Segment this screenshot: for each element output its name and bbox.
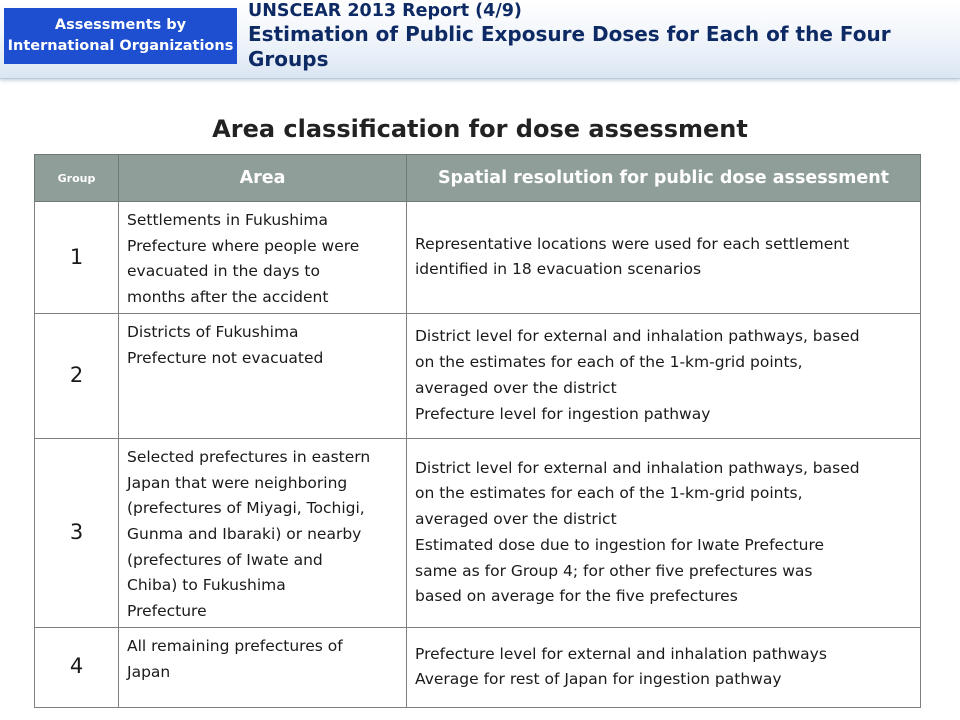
area-line: Gunma and Ibaraki) or nearby [127,524,362,543]
resolution-line: Prefecture level for external and inhalation pathways [415,644,827,663]
header-resolution: Spatial resolution for public dose assessment [407,155,921,202]
area-line: months after the accident [127,288,329,307]
group-cell: 1 [35,202,119,314]
area-line: All remaining prefectures of [127,636,343,655]
badge-line-1: Assessments by [54,17,187,33]
area-cell [119,202,407,314]
resolution-line: same as for Group 4; for other five prefectures was [415,561,813,580]
resolution-cell [407,202,921,314]
area-classification-table [34,154,921,708]
table-row [35,202,921,314]
section-title: Area classification for dose assessment [212,115,748,143]
group-cell: 2 [35,313,119,438]
area-line: Districts of Fukushima [127,322,299,341]
area-line: Selected prefectures in eastern [127,447,371,466]
area-cell [119,313,407,438]
resolution-line: based on average for the five prefectures [415,587,738,606]
header-area: Area [119,155,407,202]
slide-title-line-2: Groups [248,47,329,71]
area-line: Chiba) to Fukushima [127,576,286,595]
resolution-cell [407,313,921,438]
resolution-line: averaged over the district [415,510,617,529]
resolution-line: Representative locations were used for each settlement [415,234,850,253]
slide-title [248,22,948,72]
resolution-line: identified in 18 evacuation scenarios [415,260,702,279]
table-row [35,313,921,438]
area-line: (prefectures of Miyagi, Tochigi, [127,499,365,518]
category-badge [4,8,237,64]
badge-line-2: International Organizations [7,38,234,54]
resolution-cell [407,438,921,627]
area-line: Settlements in Fukushima [127,211,328,229]
area-line: Japan that were neighboring [127,473,348,492]
report-subtitle: UNSCEAR 2013 Report (4/9) [248,1,522,21]
table-header-row [35,155,921,202]
area-line: Japan [127,662,171,681]
area-line: Prefecture [127,602,207,621]
group-cell: 4 [35,627,119,707]
resolution-line: District level for external and inhalation pathways, based [415,458,860,477]
resolution-line: Prefecture level for ingestion pathway [415,404,711,423]
header-group: Group [35,155,119,202]
resolution-line: on the estimates for each of the 1-km-grid points, [415,484,803,503]
resolution-line: averaged over the district [415,378,617,397]
area-cell [119,438,407,627]
table-row [35,627,921,707]
resolution-line: District level for external and inhalation pathways, based [415,327,860,346]
resolution-line: Estimated dose due to ingestion for Iwate Prefecture [415,535,825,554]
resolution-cell [407,627,921,707]
area-cell [119,627,407,707]
slide-header [0,0,960,79]
group-cell: 3 [35,438,119,627]
resolution-line: on the estimates for each of the 1-km-grid points, [415,353,803,372]
area-line: evacuated in the days to [127,262,320,281]
area-line: Prefecture not evacuated [127,348,324,367]
area-line: Prefecture where people were [127,236,360,255]
area-line: (prefectures of Iwate and [127,550,323,569]
resolution-line: Average for rest of Japan for ingestion pathway [415,670,782,689]
slide-title-line-1: Estimation of Public Exposure Doses for Each of the Four [248,22,891,46]
table-row [35,438,921,627]
